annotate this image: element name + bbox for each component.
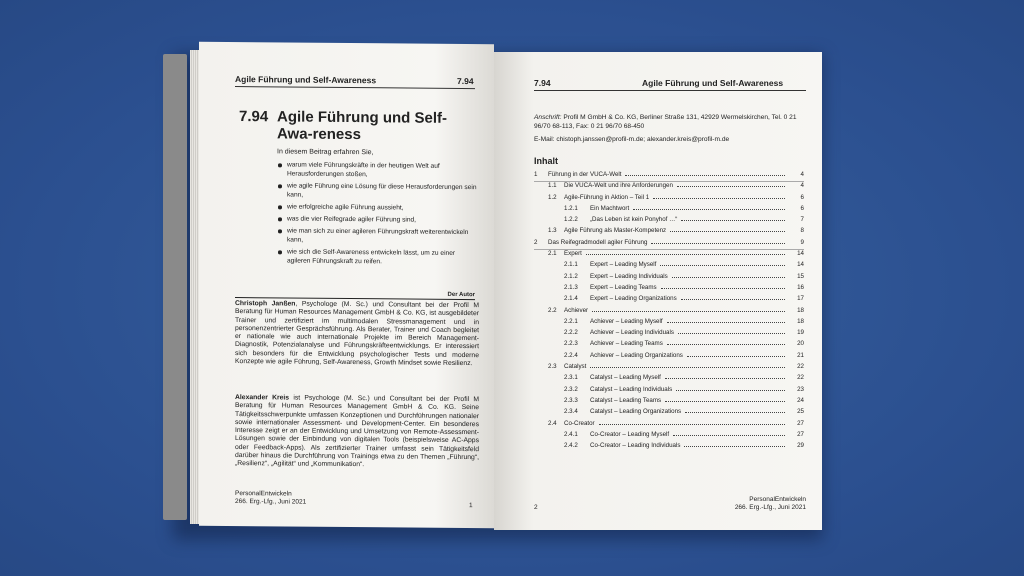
left-page: [199, 42, 494, 529]
toc-entry-page: 6: [800, 204, 804, 212]
toc-entry-number: 1.3: [548, 227, 557, 235]
toc-entry-number: 2.3.2: [564, 385, 578, 393]
toc-entry-title: Co-Creator – Leading Individuals: [590, 442, 681, 450]
toc-entry-title: Achiever – Leading Organizations: [590, 351, 683, 359]
toc-entry: [534, 408, 804, 419]
toc-entry: [534, 273, 804, 284]
toc-entry-number: 2.1.3: [564, 283, 578, 291]
toc-leader-dots: [665, 401, 785, 402]
toc-leader-dots: [677, 186, 785, 187]
toc-entry-page: 18: [797, 317, 804, 325]
chapter-number: 7.94: [239, 108, 269, 126]
toc-entry: [534, 205, 804, 216]
bullet-item: wie man sich zu einer agileren Führungskraft weiterentwickeln kann,: [277, 226, 477, 246]
toc-entry-title: Agile Führung als Master-Kompetenz: [564, 227, 667, 235]
toc-entry-number: 2.1.4: [564, 295, 578, 303]
toc-entry-page: 23: [797, 385, 804, 393]
toc-entry-title: Catalyst – Leading Individuals: [590, 385, 673, 393]
toc-leader-dots: [665, 378, 785, 379]
toc-entry: [534, 261, 804, 272]
toc-entry-page: 27: [797, 430, 804, 438]
toc-leader-dots: [678, 333, 785, 334]
toc-entry-title: Das Reifegradmodell agiler Führung: [548, 238, 648, 246]
toc-entry-page: 22: [797, 374, 804, 382]
toc-entry-number: 2.2.2: [564, 329, 578, 337]
author-bio-janssen: [235, 300, 479, 369]
toc-entry-number: 2.2: [548, 306, 557, 314]
open-book: [163, 40, 823, 532]
book-back-cover: [163, 54, 187, 520]
toc-entry-title: Führung in der VUCA-Welt: [548, 171, 622, 178]
toc-entry-number: 2.1.2: [564, 272, 578, 280]
address-block: [534, 113, 809, 131]
table-of-contents: [534, 171, 804, 453]
toc-entry-number: 2.2.3: [564, 340, 578, 348]
toc-entry-title: Expert – Leading Individuals: [590, 272, 668, 280]
toc-entry-page: 14: [797, 250, 804, 258]
toc-entry: [534, 329, 804, 340]
toc-entry-title: Expert – Leading Organizations: [590, 295, 677, 303]
toc-leader-dots: [673, 435, 785, 436]
right-page: [494, 52, 822, 530]
author-name: Christoph Janßen: [235, 300, 296, 308]
toc-entry-number: 1: [534, 171, 538, 178]
toc-entry-number: 2: [534, 238, 538, 246]
toc-entry: [534, 442, 804, 453]
toc-entry-number: 1.1: [548, 182, 557, 190]
toc-leader-dots: [687, 356, 785, 357]
toc-entry-title: Achiever: [564, 306, 589, 314]
toc-entry-number: 2.4: [548, 419, 557, 427]
toc-leader-dots: [685, 412, 785, 413]
toc-entry: [534, 386, 804, 397]
toc-leader-dots: [625, 175, 785, 176]
toc-entry-number: 2.3.1: [564, 374, 578, 382]
left-running-header-number: 7.94: [457, 75, 474, 87]
toc-entry-number: 2.1.1: [564, 261, 578, 269]
toc-entry-number: 2.3: [548, 363, 557, 371]
toc-leader-dots: [590, 367, 785, 368]
toc-leader-dots: [586, 254, 785, 255]
intro-text: In diesem Beitrag erfahren Sie,: [277, 148, 374, 157]
footer-publication: PersonalEntwickeln: [235, 490, 292, 498]
toc-leader-dots: [672, 277, 785, 278]
toc-entry-title: Catalyst: [564, 363, 587, 371]
bullet-item: warum viele Führungskräfte in der heutigen Welt auf Herausforderungen stoßen,: [277, 160, 477, 180]
toc-entry-number: 2.4.1: [564, 430, 578, 438]
toc-leader-dots: [684, 446, 785, 447]
author-name: Alexander Kreis: [235, 394, 290, 402]
bullet-item: was die vier Reifegrade agiler Führung sind,: [277, 214, 477, 225]
toc-entry: [534, 216, 804, 227]
toc-entry: [534, 284, 804, 295]
toc-entry: [534, 397, 804, 408]
toc-entry-title: Co-Creator: [564, 419, 595, 427]
toc-entry-title: Catalyst – Leading Teams: [590, 396, 662, 404]
address-label: Anschrift:: [534, 114, 562, 121]
toc-entry: [534, 295, 804, 306]
chapter-title: Agile Führung und Self-Awa-reness: [277, 108, 447, 144]
toc-leader-dots: [670, 231, 785, 232]
right-running-header-title: Agile Führung und Self-Awareness: [642, 78, 784, 88]
bullet-item: wie sich die Self-Awareness entwickeln lässt, um zu einer agileren Führungskraft zu reifen.: [277, 247, 477, 267]
toc-entry-page: 4: [800, 171, 804, 178]
toc-entry-page: 20: [797, 340, 804, 348]
footer-edition: 266. Erg.-Lfg., Juni 2021: [734, 504, 806, 511]
author-bio-text: ist Psychologe (M. Sc.) und Consultant bei der Profil M Beratung für Human Resources Management GmbH & Co. KG. Seine Tätigkeitsschwerpunkte umfassen Konzeptionen und Durchführungen nationaler sowie internationaler Assessment- und Development-Center. Ein besonderes Interesse zeigt er an der Entwicklung und Umsetzung von Remote-Assessment-Lösungen sowie der Einbindung von digitalen Tools (beispielsweise AC-Apps oder Feedback-Apps). Als zertifizierter Trainer umfasst sein Tätigkeitsfeld darüber hinaus die Durchführung von Trainings etwa zu den Themen „Führung“, „Resilienz“, „Agilität“ und „Kommunikation“.: [235, 394, 479, 469]
toc-entry-title: Expert – Leading Teams: [590, 283, 657, 291]
author-bio-kreis: [235, 394, 479, 471]
left-footer: [235, 490, 306, 507]
toc-leader-dots: [661, 288, 785, 289]
toc-entry-page: 6: [800, 193, 804, 201]
toc-entry-number: 2.3.3: [564, 396, 578, 404]
toc-entry: [534, 171, 804, 182]
toc-entry-page: 27: [797, 419, 804, 427]
left-page-number: 1: [469, 502, 473, 510]
toc-entry-page: 29: [797, 442, 804, 450]
toc-leader-dots: [660, 265, 785, 266]
toc-entry: [534, 318, 804, 329]
toc-entry-title: Agile-Führung in Aktion – Teil 1: [564, 193, 650, 201]
toc-leader-dots: [667, 322, 785, 323]
toc-entry: [534, 352, 804, 363]
toc-leader-dots: [653, 198, 785, 199]
toc-entry-title: Co-Creator – Leading Myself: [590, 430, 670, 438]
toc-entry-page: 8: [800, 227, 804, 235]
toc-entry-number: 1.2.2: [564, 216, 578, 224]
email-line: E-Mail: chistoph.janssen@profil-m.de; alexander.kreis@profil-m.de: [534, 136, 730, 143]
toc-entry: [534, 227, 804, 238]
toc-entry-title: Catalyst – Leading Organizations: [590, 408, 682, 416]
toc-entry: [534, 340, 804, 351]
author-bio-text: , Psychologe (M. Sc.) und Consultant bei der Profil M Beratung für Human Resources Management GmbH & Co. KG, ist ausgebildeter Trainer und zertifiziert im multimodalen Stressmanagement und in personenzentrierter Gesprächsführung. Als Berater, Trainer und Coach begleitet er nationale wie auch internationale Projekte im Bereich Management- Diagnostik, Potenzialanalyse und Führungskräfteentwicklungs. Er interessiert sich besonders für die Entwicklung psychologischer Tests und moderne Konzepte wie agile Führung, Self-Awareness, Growth Mindset sowie Resilienz.: [235, 300, 479, 368]
toc-entry-number: 1.2.1: [564, 204, 578, 212]
footer-publication: PersonalEntwickeln: [749, 496, 806, 503]
bullet-item: wie agile Führung eine Lösung für diese Herausforderungen sein kann,: [277, 181, 477, 201]
toc-leader-dots: [651, 243, 785, 244]
toc-entry-page: 9: [800, 238, 804, 246]
address-text: Profil M GmbH & Co. KG, Berliner Straße 131, 42929 Wermelskirchen, Tel. 0 21 96/70 68-113, Fax: 0 21 96/70 68-450: [534, 114, 797, 130]
toc-entry-page: 4: [800, 182, 804, 190]
toc-entry-title: „Das Leben ist kein Ponyhof …“: [590, 216, 678, 224]
toc-entry-title: Achiever – Leading Myself: [590, 317, 663, 325]
right-running-header-number: 7.94: [534, 78, 551, 88]
toc-entry-title: Achiever – Leading Individuals: [590, 329, 674, 337]
toc-entry-title: Ein Machtwort: [590, 204, 630, 212]
toc-entry-number: 2.4.2: [564, 442, 578, 450]
toc-entry: [534, 307, 804, 318]
toc-entry-title: Achiever – Leading Teams: [590, 340, 663, 348]
toc-entry: [534, 374, 804, 385]
toc-entry-page: 22: [797, 363, 804, 371]
toc-leader-dots: [681, 220, 785, 221]
right-page-number: 2: [534, 504, 538, 511]
toc-entry: [534, 194, 804, 205]
toc-leader-dots: [633, 209, 785, 210]
toc-entry: [534, 431, 804, 442]
toc-leader-dots: [592, 311, 785, 312]
toc-entry: [534, 250, 804, 261]
toc-entry-number: 2.2.1: [564, 317, 578, 325]
toc-entry: [534, 420, 804, 431]
toc-entry-page: 19: [797, 329, 804, 337]
toc-entry-title: Expert – Leading Myself: [590, 261, 657, 269]
bullet-item: wie erfolgreiche agile Führung aussieht,: [277, 202, 477, 213]
footer-edition: 266. Erg.-Lfg., Juni 2021: [235, 498, 307, 506]
left-running-header-title: Agile Führung und Self-Awareness: [235, 74, 377, 86]
toc-entry: [534, 182, 804, 193]
toc-entry-page: 16: [797, 283, 804, 291]
right-footer: [704, 496, 806, 512]
toc-entry-page: 25: [797, 408, 804, 416]
header-rule: [534, 90, 806, 91]
toc-entry-title: Expert: [564, 250, 582, 258]
toc-entry: [534, 363, 804, 374]
toc-entry-number: 2.2.4: [564, 351, 578, 359]
toc-entry-page: 7: [800, 216, 804, 224]
toc-entry-title: Die VUCA-Welt und ihre Anforderungen: [564, 182, 673, 190]
toc-entry-number: 2.1: [548, 250, 557, 258]
bullet-list: [277, 160, 477, 270]
toc-entry-page: 15: [797, 272, 804, 280]
toc-entry-page: 14: [797, 261, 804, 269]
toc-entry-page: 21: [797, 351, 804, 359]
toc-leader-dots: [681, 299, 785, 300]
toc-entry-page: 24: [797, 396, 804, 404]
toc-entry: [534, 239, 804, 250]
toc-leader-dots: [676, 390, 785, 391]
toc-entry-number: 1.2: [548, 193, 557, 201]
header-rule: [235, 86, 475, 89]
toc-leader-dots: [599, 424, 785, 425]
toc-leader-dots: [667, 344, 785, 345]
toc-entry-number: 2.3.4: [564, 408, 578, 416]
toc-entry-title: Catalyst – Leading Myself: [590, 374, 661, 382]
toc-entry-page: 17: [797, 295, 804, 303]
toc-entry-page: 18: [797, 306, 804, 314]
author-heading: Der Autor: [235, 290, 475, 300]
toc-heading: Inhalt: [534, 156, 558, 166]
